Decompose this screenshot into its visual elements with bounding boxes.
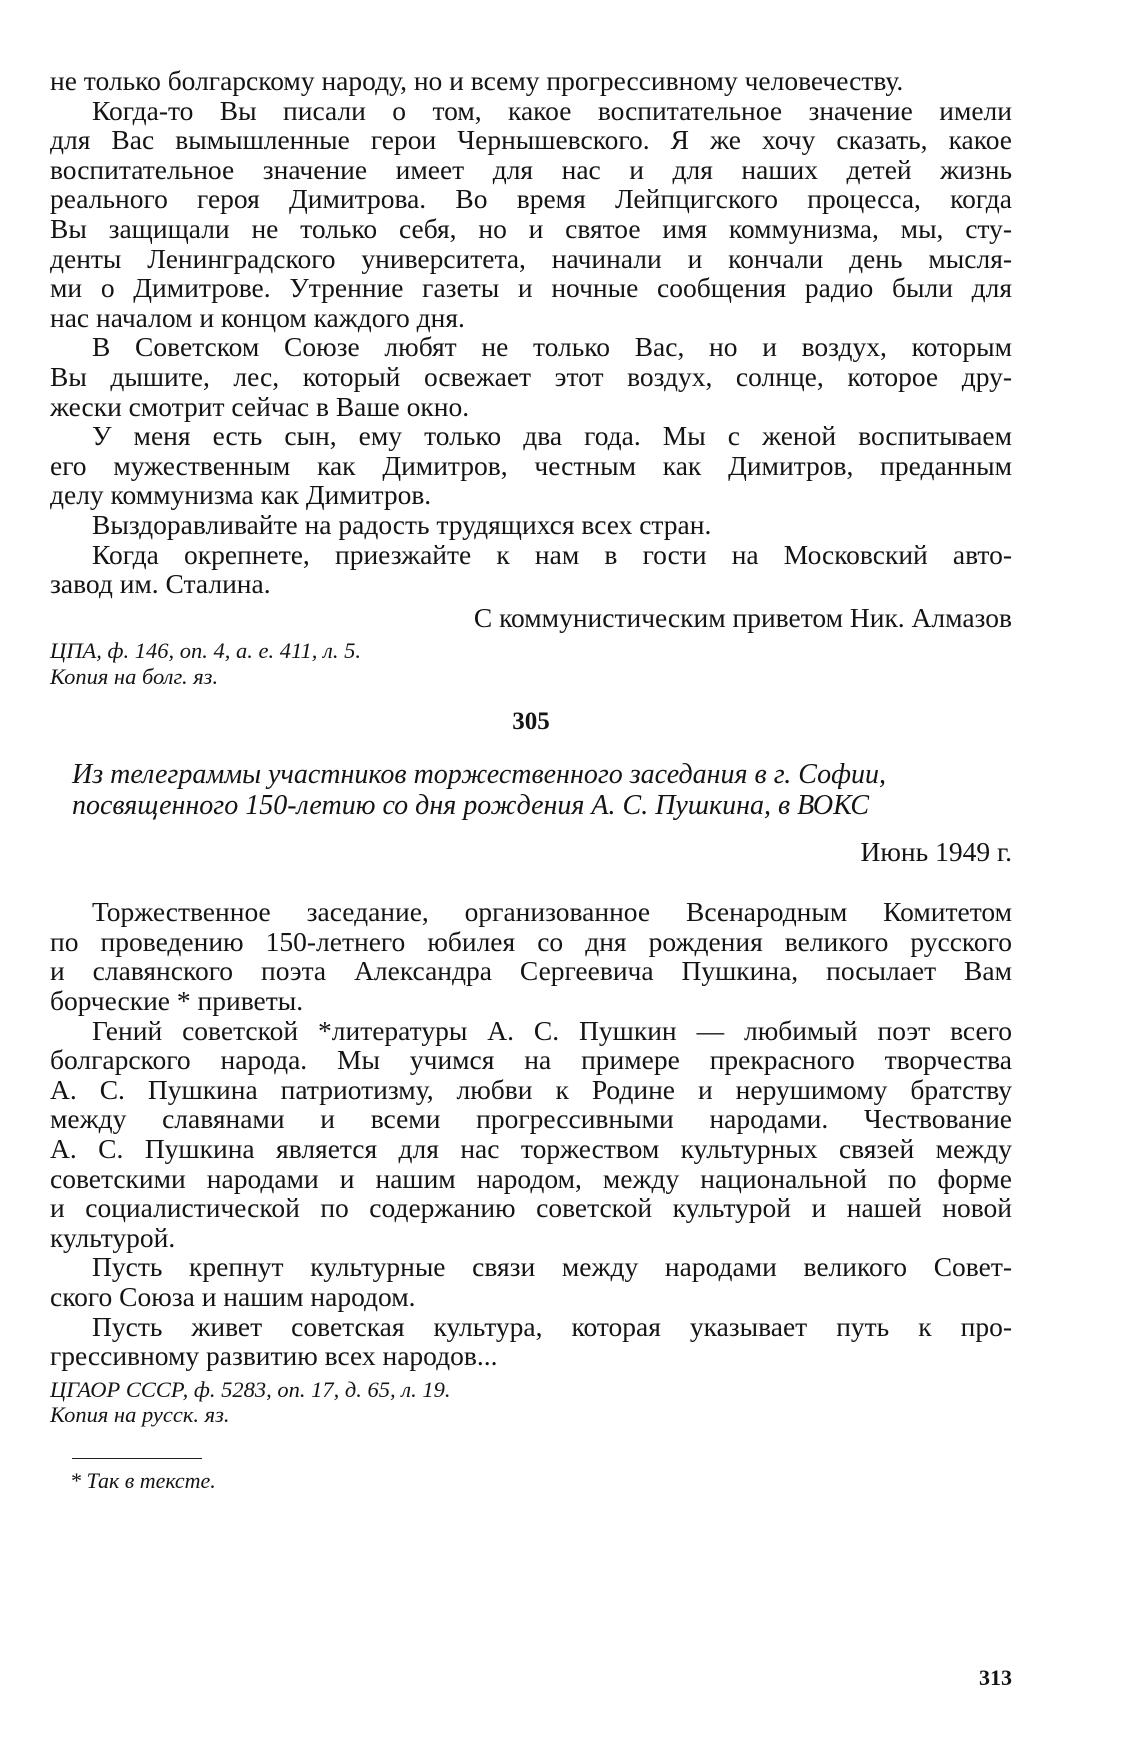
text-line: Вы дышите, лес, который освежает этот воздух, солнце, которое дру- (50, 360, 1012, 392)
footnote: * Так в тексте. (70, 1468, 216, 1494)
text-line: болгарского народа. Мы учимся на примере прекрасного творчества (50, 1044, 1012, 1076)
document-date: Июнь 1949 г. (860, 836, 1012, 868)
footnote-divider (72, 1458, 202, 1460)
text-line: А. С. Пушкина патриотизму, любви к Родине и нерушимому братству (50, 1073, 1012, 1105)
text-line: борческие * приветы. (50, 985, 304, 1017)
document-number: 305 (512, 708, 550, 736)
text-line: реального героя Димитрова. Во время Лейпцигского процесса, когда (50, 183, 1012, 215)
text-line: Торжественное заседание, организованное Всенародным Комитетом (92, 896, 1012, 928)
text-line: Выздоравливайте на радость трудящихся всех стран. (92, 508, 712, 540)
text-line: У меня есть сын, ему только два года. Мы с женой воспитываем (92, 420, 1012, 452)
telegram-paragraph (50, 897, 1012, 1015)
text-line: завод им. Сталина. (50, 568, 271, 600)
text-line: ского Союза и нашим народом. (50, 1281, 416, 1312)
letter-paragraph (50, 96, 1012, 333)
text-line: воспитательное значение имеет для нас и для наших детей жизнь (50, 153, 1012, 185)
telegram-paragraph (50, 1312, 1012, 1371)
letter-paragraph (50, 421, 1012, 510)
text-line: между славянами и всеми прогрессивными народами. Чествование (50, 1103, 1012, 1135)
text-line: Пусть живет советская культура, которая указывает путь к про- (92, 1310, 1012, 1342)
text-line: по проведению 150-летнего юбилея со дня рождения великого русского (50, 925, 1012, 957)
text-line: и славянского поэта Александра Сергеевича Пушкина, посылает Вам (50, 955, 1012, 987)
text-line: и социалистической по содержанию советской культурой и нашей новой (50, 1192, 1012, 1224)
letter-paragraph (50, 66, 1012, 96)
letter-signature: С коммунистическим приветом Ник. Алмазов (473, 601, 1012, 633)
text-line: денты Ленинградского университета, начинали и кончали день мысля- (50, 242, 1012, 274)
text-line: советскими народами и нашим народом, между национальной по форме (50, 1162, 1012, 1194)
document-heading-line: посвященного 150-летию со дня рождения А. С. Пушкина, в ВОКС (72, 790, 870, 822)
text-line: Вы защищали не только себя, но и святое имя коммунизма, мы, сту- (50, 212, 1012, 244)
text-line: грессивному развитию всех народов... (50, 1340, 498, 1372)
text-line: нас началом и концом каждого дня. (50, 301, 465, 333)
telegram-paragraph (50, 1252, 1012, 1311)
text-line: ми о Димитрове. Утренние газеты и ночные сообщения радио были для (50, 272, 1012, 304)
document-heading-line: Из телеграммы участников торжественного заседания в г. Софии, (72, 759, 886, 791)
text-line: культурой. (50, 1221, 176, 1253)
text-line: не только болгарскому народу, но и всему прогрессивному человечеству. (50, 65, 904, 96)
text-line: жески смотрит сейчас в Ваше окно. (50, 390, 470, 422)
letter-paragraph (50, 510, 1012, 540)
text-line: Когда-то Вы писали о том, какое воспитательное значение имели (92, 94, 1012, 126)
copy-language-note: Копия на русск. яз. (50, 1402, 230, 1428)
page-body (50, 66, 1012, 1495)
text-line: Гений советской *литературы А. С. Пушкин — любимый поэт всего (92, 1014, 1012, 1046)
archive-reference: ЦПА, ф. 146, оп. 4, а. е. 411, л. 5. (50, 638, 361, 664)
text-line: В Советском Союзе любят не только Вас, но и воздух, которым (92, 331, 1012, 363)
archive-reference: ЦГАОР СССР, ф. 5283, оп. 17, д. 65, л. 19. (50, 1376, 451, 1402)
text-line: делу коммунизма как Димитров. (50, 479, 432, 511)
text-line: А. С. Пушкина является для нас торжеством культурных связей между (50, 1133, 1012, 1165)
copy-language-note: Копия на болг. яз. (50, 663, 219, 689)
text-line: его мужественным как Димитров, честным как Димитров, преданным (50, 449, 1012, 481)
telegram-paragraph (50, 1016, 1012, 1253)
text-line: для Вас вымышленные герои Чернышевского. Я же хочу сказать, какое (50, 124, 1012, 156)
page-number: 313 (979, 1665, 1012, 1690)
text-line: Когда окрепнете, приезжайте к нам в гости на Московский авто- (92, 538, 1012, 570)
letter-paragraph (50, 540, 1012, 599)
text-line: Пусть крепнут культурные связи между народами великого Совет- (92, 1251, 1012, 1283)
letter-paragraph (50, 332, 1012, 421)
